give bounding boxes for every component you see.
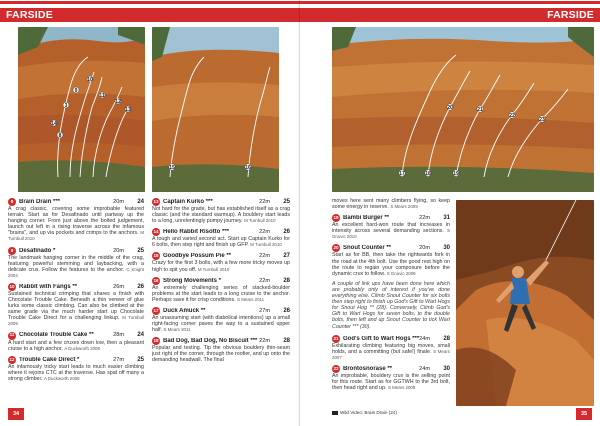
- route-length: 24m: [419, 335, 430, 342]
- route-grade: 26: [137, 283, 144, 290]
- top-rule: [0, 1, 300, 4]
- route-name: Desafinado *: [19, 247, 56, 254]
- route-number-badge: 19: [332, 214, 340, 222]
- page-number-left: 34: [8, 408, 24, 420]
- route-grade: 28: [443, 335, 450, 342]
- route-name: Captain Kurko ***: [163, 198, 213, 205]
- route-description: Popular and testing. Tip the obvious bouldery thin-seam just right of the corner, through the roofier, and up onto the demanding headwall. The final: [152, 345, 290, 364]
- route-entry: [332, 365, 450, 391]
- crag-photo-middle: [152, 27, 279, 192]
- route-grade: 25: [137, 356, 144, 363]
- route-name: Trouble Cake Direct *: [19, 356, 80, 363]
- route-length: 28m: [113, 332, 124, 339]
- route-entry: [8, 247, 144, 279]
- route-description: Crazy for the first 3 bolts, with a few more tricky moves up high to spit you off. M Turnbull 2010: [152, 260, 290, 273]
- route-length: 22m: [259, 229, 270, 236]
- route-length: 20m: [113, 198, 124, 205]
- route-length: 22m: [259, 338, 270, 345]
- route-description: Exhilarating climbing featuring big moves, small holds, and a committing (but safe!) finale. S Mears 2007: [332, 342, 450, 360]
- route-length: 22m: [259, 198, 270, 205]
- route-number-badge: 18: [152, 337, 160, 345]
- route-description: A crag classic, covering some improbable featured terrain. Start as for Desafinado until partway up the hanging corner. From just above the bolted judgement, launch out left in a rising traverse across the infamous "brains", and up via pockets and crimps to the anchors. M Turnbull 2010: [8, 206, 144, 242]
- video-credit-text: Wild Video: Brain Drain (24): [340, 410, 397, 415]
- route-length: 22m: [259, 277, 270, 284]
- route-number-badge: 10: [8, 283, 16, 291]
- first-ascent: S Mears 2007: [332, 348, 450, 360]
- route-pin-label: 14: [51, 121, 57, 127]
- route-grade: 30: [443, 245, 450, 252]
- video-icon: [332, 411, 338, 415]
- route-entry: [332, 335, 450, 361]
- route-pin-label: 9: [74, 88, 78, 94]
- first-ascent: S Mears 2011: [163, 327, 191, 333]
- route-number-badge: 9: [8, 247, 16, 255]
- route-description: An infamously tricky start leads to much easier climbing where it rejoins CTC at the traverse. Has spat off many a strong climber. A Duckworth 2008: [8, 363, 144, 382]
- first-ascent: S Gnuvic 2010: [332, 228, 450, 240]
- route-entry: [8, 332, 144, 352]
- route-name: Strong Movements *: [163, 277, 222, 284]
- first-ascent: M Turnbull 2009: [8, 315, 145, 327]
- route-name: Snout Counter **: [343, 245, 391, 252]
- route-number-badge: 16: [152, 277, 160, 285]
- route-length: 27m: [259, 307, 270, 314]
- route-description: A tough and varied second act. Start up Captain Kurko for 6 bolts, then step right and finish up GFP. M Turnbull 2010: [152, 236, 290, 249]
- route-pin-label: 11: [99, 93, 105, 99]
- route-name: Chocolate Trouble Cake **: [19, 332, 94, 339]
- crag-photo-left: [18, 27, 145, 192]
- route-number-badge: 17: [152, 307, 160, 315]
- first-ascent: M Turnbull 2010: [244, 218, 276, 224]
- route-length: 26m: [113, 283, 124, 290]
- linkup-note: A couple of link ups have been done here which are probably only of interest if you've done everything else. Climb Snout Counter for six bolts then step right to finish up God's Gift to Wart Hogs for Snout Hog ** (28). Conversely, Climb God's Gift to Wart Hogs for seven bolts, to the double bolts, then left and up Snout Counter to tick Wart Counter *** (30).: [332, 280, 450, 330]
- first-ascent: M Turnbull 2010: [197, 266, 230, 272]
- route-pin-label: 19: [453, 171, 459, 177]
- route-column-1: [8, 198, 144, 386]
- route-grade: 28: [283, 338, 290, 345]
- route-number-badge: 12: [8, 356, 16, 364]
- route-entry: [8, 283, 144, 328]
- route-entry: [152, 277, 290, 303]
- route-length: 24m: [419, 365, 430, 372]
- route-description: Sustained technical crimping that shares a finish with Chocolate Trouble Cake. Beneath a thin veneer of glue lurks some classic climbing. Can also be climbed at the same grade via the much harder start up Chocolate Trouble Cake Direct for a challenging linkup. M Turnbull 2009: [8, 290, 145, 327]
- route-grade: 25: [283, 198, 290, 205]
- route-length: 20m: [419, 245, 430, 252]
- route-pin-label: 10: [87, 77, 93, 83]
- route-length: 20m: [113, 247, 124, 254]
- route-pin-label: 12: [115, 99, 121, 105]
- video-credit[interactable]: [332, 410, 397, 415]
- route-column-2: [152, 198, 290, 368]
- route-entry: [152, 228, 290, 248]
- route-pin-label: 23: [539, 117, 545, 123]
- first-ascent: S Mears 2011: [237, 296, 265, 302]
- route-description: An excellent hard-won route that increases in intensity across several demanding sections. S Gnuvic 2010: [332, 222, 450, 240]
- route-entry: [332, 214, 450, 240]
- route-number-badge: 21: [332, 335, 340, 343]
- route-name: Rabbit with Fangs **: [19, 283, 78, 290]
- route-grade: 31: [443, 215, 450, 222]
- route-description: An unassuming start (with diabolical intentions) up a small right-facing corner paves the way to a sustained upper half. S Mears 2011: [152, 314, 290, 334]
- route-number-badge: 11: [8, 332, 16, 340]
- route-name: Duck Amuck **: [163, 307, 206, 314]
- route-name: Hello Rabbit Risotto ***: [163, 229, 230, 236]
- route-entry: [152, 252, 290, 272]
- route-grade: 28: [283, 277, 290, 284]
- route-number-badge: 14: [152, 228, 160, 236]
- first-ascent: C Knight 2004: [8, 266, 144, 278]
- route-name: Bambi Burger **: [343, 215, 390, 222]
- climber-photo: [456, 200, 594, 406]
- first-ascent: S Gnuvic 2009: [386, 270, 416, 276]
- route-pin-label: 22: [509, 113, 515, 119]
- route-number-badge: 20: [332, 244, 340, 252]
- route-grade: 25: [137, 247, 144, 254]
- route-length: 27m: [113, 356, 124, 363]
- route-entry: [152, 307, 290, 333]
- route-pin-label: 8: [58, 133, 62, 139]
- route-column-3: [332, 198, 450, 395]
- route-name: Bad Dog, Bad Dog, No Biscuit ***: [163, 338, 258, 345]
- first-ascent: S Mears 2009: [390, 204, 418, 210]
- route-entry: [8, 198, 144, 243]
- route-pin-label: 17: [399, 171, 405, 177]
- route-name: God's Gift to Wart Hogs ***: [343, 335, 420, 342]
- route-entry: [332, 244, 450, 276]
- top-rule: [300, 1, 600, 4]
- route-pin-label: 13: [125, 107, 131, 113]
- route-entry: [152, 198, 290, 224]
- continued-description: moves here sent many climbers flying, so keep some energy in reserve. S Mears 2009: [332, 198, 450, 211]
- route-name: Goodbye Possum Pie **: [163, 253, 232, 260]
- crag-photo-right: [332, 27, 594, 192]
- route-entry: [152, 337, 290, 363]
- route-pin-label: 16: [245, 165, 251, 171]
- route-pin-label: 20: [447, 105, 453, 111]
- first-ascent: M Turnbull 2010: [8, 230, 144, 242]
- route-grade: 24: [137, 332, 144, 339]
- route-name: Brain Drain ***: [19, 198, 61, 205]
- first-ascent: S Mears 2009: [387, 385, 416, 391]
- route-pin-label: 21: [477, 107, 483, 113]
- first-ascent: A Duckworth 2008: [64, 345, 100, 351]
- first-ascent: A Duckworth 2008: [43, 375, 80, 381]
- route-description: The landmark hanging corner in the middle of the crag, featuring powerful stemming and laybacking, with a delicate crux. Follow the features to the anchor. C Knight 2004: [8, 254, 144, 278]
- route-entry: [8, 356, 144, 382]
- route-grade: 26: [283, 229, 290, 236]
- right-page: [300, 0, 600, 426]
- route-length: 22m: [419, 215, 430, 222]
- route-number-badge: 13: [152, 198, 160, 206]
- route-grade: 27: [283, 253, 290, 260]
- route-length: 22m: [259, 253, 270, 260]
- route-number-badge: 8: [8, 198, 16, 206]
- route-description: An extremely challenging series of stacked-boulder problems at the start leads to a long cruise to the anchor. Perhaps save it for crisp conditions. S Mears 2011: [152, 284, 290, 303]
- route-number-badge: 22: [332, 365, 340, 373]
- route-description: An improbable, bouldery crux is the selling point for this route. Start as for GGTWH to the 3rd bolt, then head right and up. S Mears 2009: [332, 372, 450, 392]
- route-number-badge: 15: [152, 252, 160, 260]
- route-description: Not hard for the grade, but has established itself as a crag classic (and the standard warmup). A bouldery start leads to a long, unrelentingly pumpy journey. M Turnbull 2010: [152, 206, 290, 225]
- route-grade: 24: [137, 198, 144, 205]
- route-grade: 30: [443, 365, 450, 372]
- route-name: Brontosnorase **: [343, 365, 393, 372]
- page-number-right: 35: [576, 408, 592, 420]
- route-pin-label: 15: [169, 165, 175, 171]
- route-grade: 26: [283, 307, 290, 314]
- first-ascent: M Turnbull 2010: [250, 242, 282, 248]
- sector-title: FARSIDE: [547, 9, 594, 21]
- route-description: Start as for BB, then take the rightwards fork in the road at the 4th bolt. Use the good rest high on the route to regain your composure before the dynamic crux to follow. S Gnuvic 2009: [332, 252, 450, 277]
- route-pin-label: 18: [425, 171, 431, 177]
- route-description: A hard start and a few cruxes down low, then a pleasant cruise to a high anchor. A Duckworth 2008: [8, 339, 144, 352]
- sector-title: FARSIDE: [6, 9, 53, 21]
- route-pin-label: 3: [64, 103, 68, 109]
